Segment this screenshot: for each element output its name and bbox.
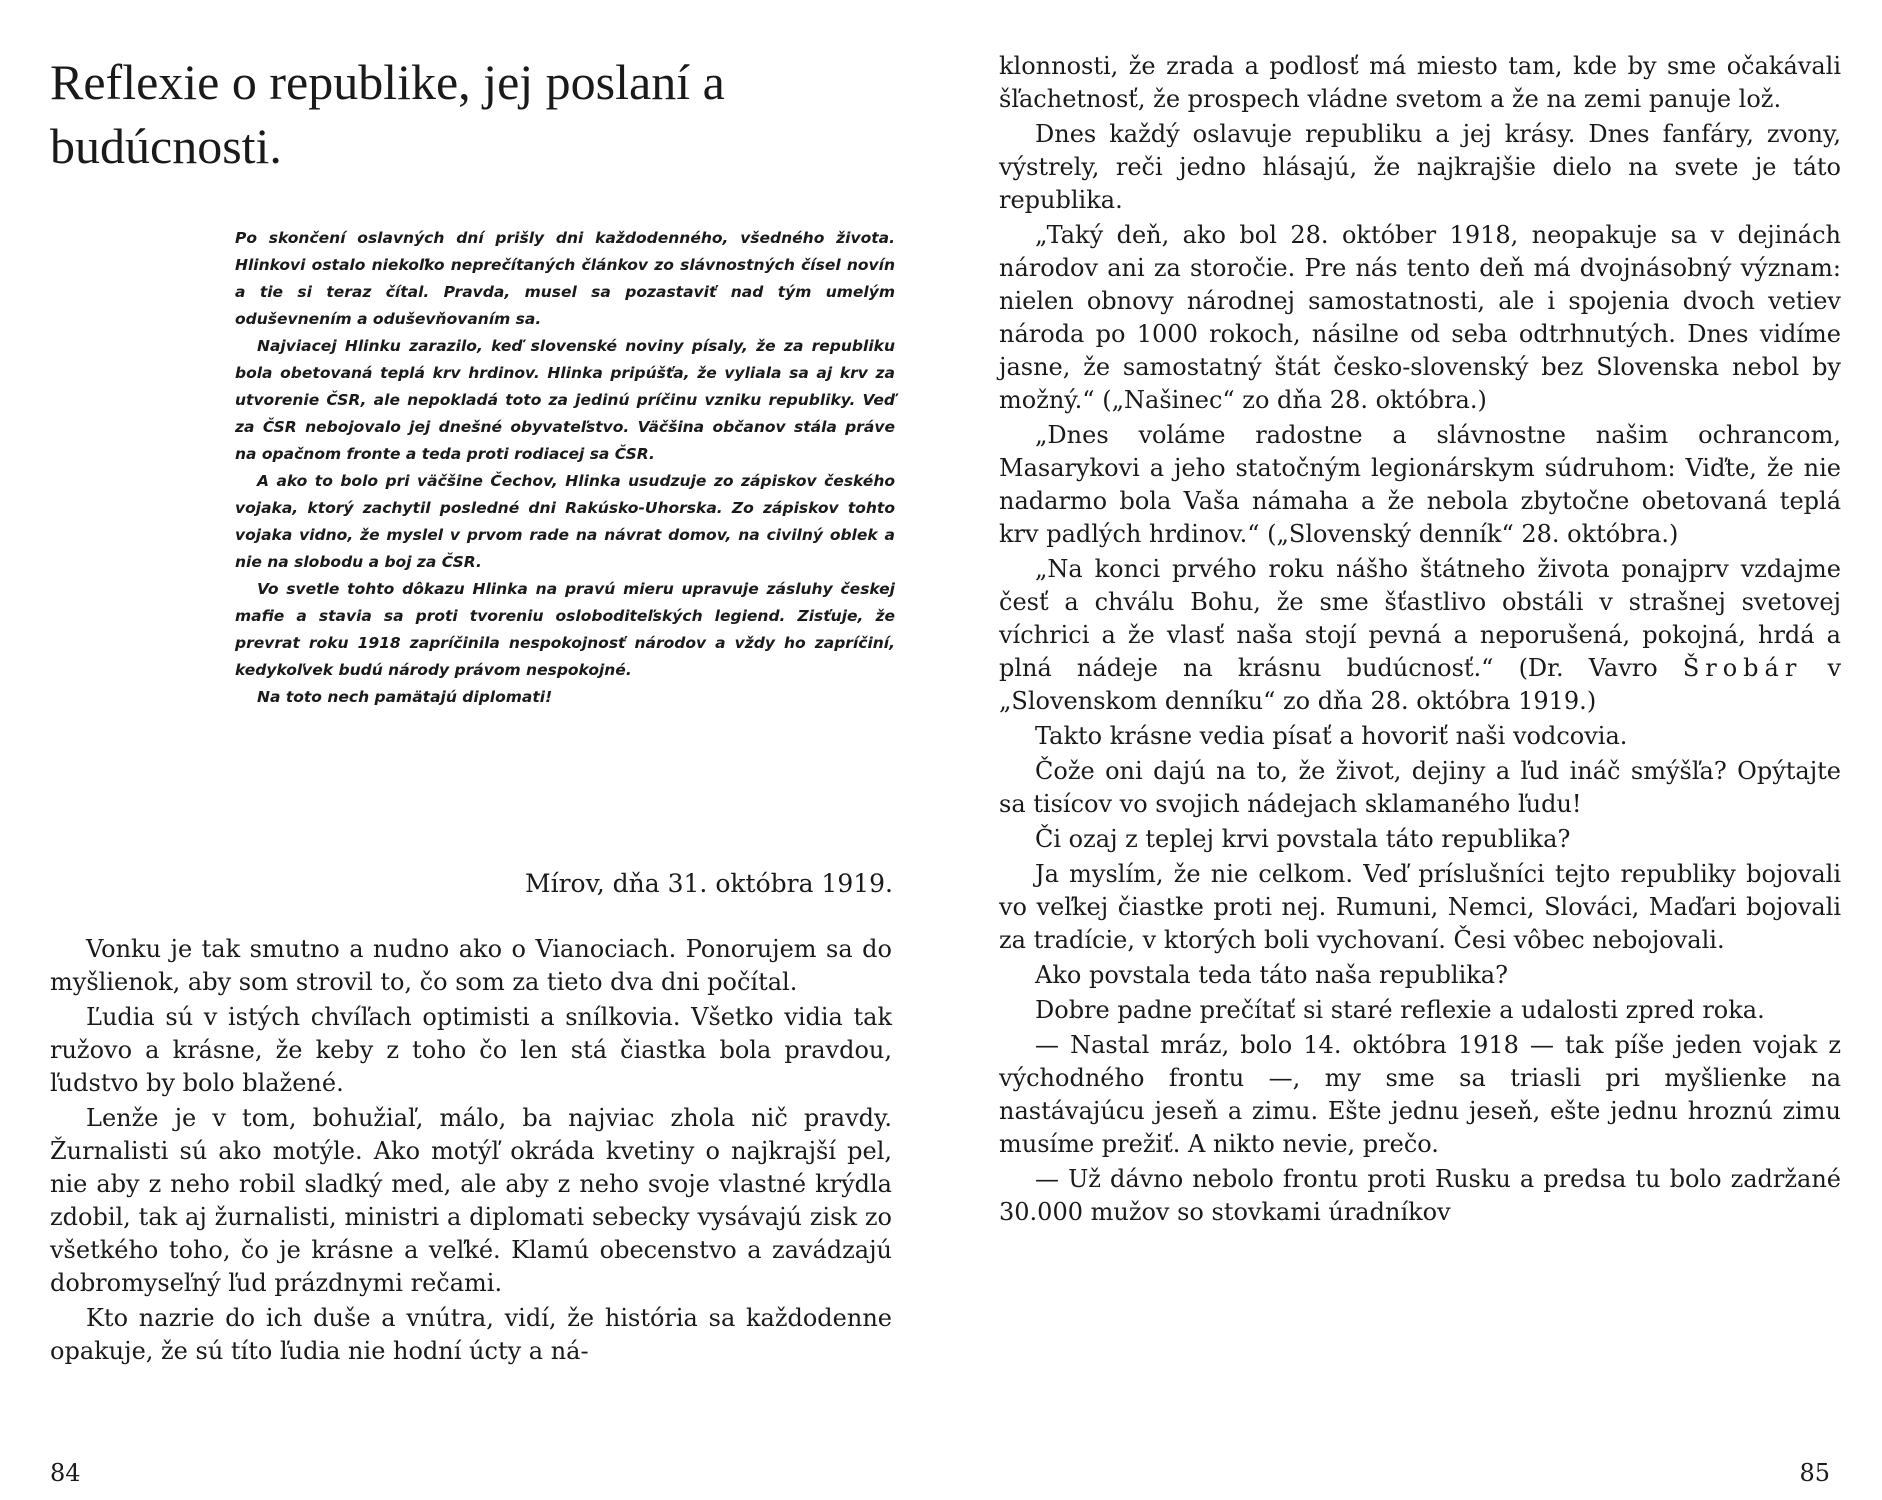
page-number-left: 84: [50, 1459, 81, 1487]
author-name: Šrobár: [1682, 654, 1803, 682]
body-paragraph: — Nastal mráz, bolo 14. októbra 1918 — tak píše jeden vojak z východného frontu —, my sme sa triasli pri myšlienke na nastávajúcu jeseň a zimu. Ešte jednu jeseň, ešte jednu hroznú zimu musíme prežiť. A nikto nevie, prečo.: [999, 1031, 1841, 1158]
body-paragraph: Dobre padne prečítať si staré reflexie a udalosti zpred roka.: [1035, 996, 1765, 1024]
body-paragraph: Dnes každý oslavuje republiku a jej krásy. Dnes fanfáry, zvony, výstrely, reči jedno hlásajú, že najkrajšie dielo na svete je táto republika.: [999, 120, 1841, 214]
body-paragraph: — Už dávno nebolo frontu proti Rusku a predsa tu bolo zadržané 30.000 mužov so stovkami úradníkov: [999, 1165, 1841, 1226]
quote-source: v „Slovenskom denníku“ zo dňa 28. októbra 1919.): [999, 654, 1842, 715]
body-paragraph: Takto krásne vedia písať a hovoriť naši vodcovia.: [1035, 722, 1628, 750]
quote-text: „Na konci prvého roku nášho štátneho života ponajprv vzdajme česť a chválu Bohu, že sme šťastlivo obstáli v strašnej svetovej víchrici a že vlasť naša stojí pevná a neporušená, pokojná, hrdá a plná nádeje na krásnu budúcnosť.“ (Dr. Vavro: [999, 555, 1841, 682]
body-paragraph-srobar-quote: [999, 553, 1841, 718]
dateline: Mírov, dňa 31. októbra 1919.: [525, 869, 893, 898]
body-paragraph: Či ozaj z teplej krvi povstala táto republika?: [1035, 825, 1571, 853]
chapter-title: Reflexie o republike, jej poslaní a budúcnosti.: [50, 54, 725, 174]
body-paragraph: Kto nazrie do ich duše a vnútra, vidí, že história sa každodenne opakuje, že sú títo ľudia nie hodní úcty a ná-: [50, 1304, 892, 1365]
body-paragraph: Čože oni dajú na to, že život, dejiny a ľud ináč smýšľa? Opýtajte sa tisícov vo svojich nádejach sklamaného ľudu!: [999, 757, 1841, 818]
right-page: [941, 0, 1882, 1500]
body-paragraph: „Taký deň, ako bol 28. október 1918, neopakuje sa v dejinách národov ani za storočie. Pre nás tento deň má dvojnásobný význam: nielen obnovy národnej samostatnosti, ale i spojenia dvoch vetiev národa po 1000 rokoch, násilne od seba odtrhnutých. Dnes vidíme jasne, že samostatný štát česko-slovenský bez Slovenska nebol by možný.“ („Našinec“ zo dňa 28. októbra.): [999, 221, 1841, 414]
abstract-paragraph: Po skončení oslavných dní prišly dni každodenného, všedného života. Hlinkovi ostalo niekoľko neprečítaných článkov zo slávnostných čísel novín a tie si teraz čítal. Pravda, musel sa pozastaviť nad tým umelým oduševnením a oduševňovaním sa.: [235, 229, 895, 328]
body-paragraph: „Dnes voláme radostne a slávnostne našim ochrancom, Masarykovi a jeho statočným legionárskym súdruhom: Viďte, že nie nadarmo bola Vaša námaha a že nebola zbytočne obetovaná teplá krv padlých hrdinov.“ („Slovenský denník“ 28. októbra.): [999, 421, 1841, 548]
body-paragraph: Lenže je v tom, bohužiaľ, málo, ba najviac zhola nič pravdy. Žurnalisti sú ako motýle. Ako motýľ okráda kvetiny o najkrajší pel, nie aby z neho robil sladký med, ale aby z neho svoje vlastné krýdla zdobil, tak aj žurnalisti, ministri a diplomati sebecky vysávajú zisk zo všetkého toho, čo je krásne a veľké. Klamú obecenstvo a zavádzajú dobromyseľný ľud prázdnymi rečami.: [50, 1104, 892, 1297]
body-paragraph: Ako povstala teda táto naša republika?: [1035, 961, 1508, 989]
chapter-abstract: [235, 225, 895, 711]
right-body-text: [999, 50, 1841, 1231]
page-number-right: 85: [1799, 1459, 1830, 1487]
abstract-paragraph: Na toto nech pamätajú diplomati!: [257, 688, 553, 706]
abstract-paragraph: Vo svetle tohto dôkazu Hlinka na pravú mieru upravuje zásluhy českej mafie a stavia sa proti tvoreniu osloboditeľských legiend. Zisťuje, že prevrat roku 1918 zapríčinila nespokojnosť národov a vždy ho zapríčiní, kedykoľvek budú národy právom nespokojné.: [235, 580, 895, 679]
abstract-paragraph: A ako to bolo pri väčšine Čechov, Hlinka usudzuje zo zápiskov českého vojaka, ktorý zachytil posledné dni Rakúsko-Uhorska. Zo zápiskov tohto vojaka vidno, že myslel v prvom rade na návrat domov, na civilný oblek a nie na slobodu a boj za ČSR.: [235, 472, 895, 571]
abstract-paragraph: Najviacej Hlinku zarazilo, keď slovenské noviny písaly, že za republiku bola obetovaná teplá krv hrdinov. Hlinka pripúšťa, že vyliala sa aj krv za utvorenie ČSR, ale nepokladá toto za jedinú príčinu vzniku republiky. Veď za ČSR nebojovalo jej dnešné obyvateľstvo. Väčšina občanov stála práve na opačnom fronte a teda proti rodiacej sa ČSR.: [235, 337, 895, 463]
body-paragraph: Ľudia sú v istých chvíľach optimisti a snílkovia. Všetko vidia tak ružovo a krásne, že keby z toho čo len stá čiastka bola pravdou, ľudstvo by bolo blažené.: [50, 1003, 892, 1097]
left-body-text: [50, 933, 892, 1370]
body-paragraph-continued: klonnosti, že zrada a podlosť má miesto tam, kde by sme očakávali šľachetnosť, že prospech vládne svetom a že na zemi panuje lož.: [999, 52, 1841, 113]
body-paragraph: Vonku je tak smutno a nudno ako o Vianociach. Ponorujem sa do myšlienok, aby som strovil to, čo som za tieto dva dni počítal.: [50, 935, 892, 996]
body-paragraph: Ja myslím, že nie celkom. Veď príslušníci tejto republiky bojovali vo veľkej čiastke proti nej. Rumuni, Nemci, Slováci, Maďari bojovali za tradície, v ktorých boli vychovaní. Česi vôbec nebojovali.: [999, 860, 1841, 954]
